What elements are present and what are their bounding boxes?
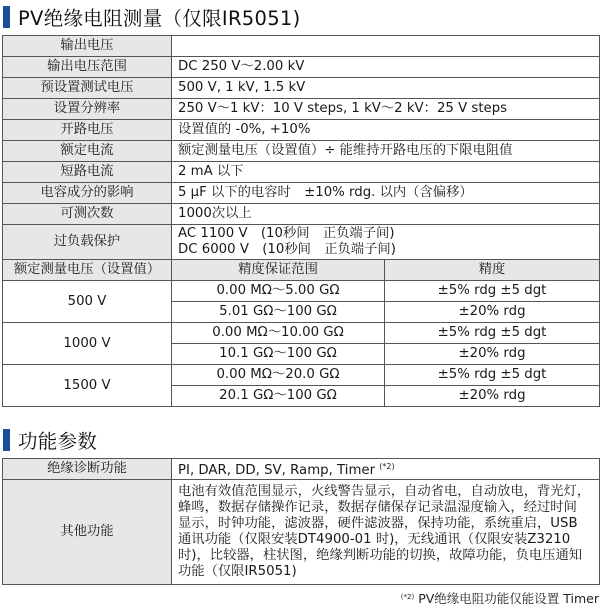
footnote-mark: (*2) (400, 593, 415, 601)
section-marker (3, 6, 10, 28)
accuracy-range: 5.01 GΩ～100 GΩ (172, 302, 385, 323)
accuracy-value: ±5% rdg ±5 dgt (385, 323, 600, 344)
table-row (3, 225, 600, 260)
spec-value-line: 1000次以上 (178, 206, 252, 221)
spec-label: 开路电压 (3, 120, 172, 141)
accuracy-value: ±5% rdg ±5 dgt (385, 365, 600, 386)
table-row (3, 365, 600, 386)
table-row (3, 120, 600, 141)
spec-value-line: 500 V, 1 kV, 1.5 kV (178, 80, 306, 95)
accuracy-value: ±5% rdg ±5 dgt (385, 281, 600, 302)
spec-value-line: 额定测量电压（设置值）÷ 能维持开路电压的下限电阻值 (178, 143, 513, 158)
section-marker (3, 429, 10, 451)
spec-label: 额定电流 (3, 141, 172, 162)
spec-label: 设置分辨率 (3, 99, 172, 120)
spec-label: 电容成分的影响 (3, 183, 172, 204)
section-title-text: PV绝缘电阻测量（仅限IR5051) (18, 7, 301, 30)
table-row (3, 57, 600, 78)
table-row (3, 36, 600, 57)
spec-value (172, 120, 600, 141)
accuracy-value: ±20% rdg (385, 386, 600, 407)
accuracy-range: 0.00 MΩ～10.00 GΩ (172, 323, 385, 344)
spec-value (172, 99, 600, 120)
spec-label: 过负载保护 (3, 225, 172, 260)
other-value (172, 480, 600, 585)
accuracy-range: 10.1 GΩ～100 GΩ (172, 344, 385, 365)
spec-value-line: AC 1100 V (10秒间 正负端子间) (178, 226, 395, 241)
table-row (3, 141, 600, 162)
table-row (3, 183, 600, 204)
other-function-line: 通讯功能（仅限安装DT4900-01 时)，无线通讯（仅限安装Z3210 (178, 532, 571, 547)
spec-value-line: 2 mA 以下 (178, 164, 244, 179)
spec-value-line: 设置值的 -0%, +10% (178, 122, 311, 137)
other-label: 其他功能 (3, 480, 172, 585)
function-table (2, 458, 600, 585)
spec-label: 可测次数 (3, 204, 172, 225)
rated-voltage: 1000 V (3, 323, 172, 365)
spec-value (172, 183, 600, 204)
output-voltage-header: 输出电压 (3, 36, 172, 57)
table-row (3, 281, 600, 302)
spec-value (172, 57, 600, 78)
table-row (3, 204, 600, 225)
spec-value (172, 78, 600, 99)
table-row (3, 323, 600, 344)
spec-value-line: 250 V～1 kV：10 V steps, 1 kV～2 kV：25 V steps (178, 101, 508, 116)
table-row (3, 480, 600, 585)
spec-value (172, 204, 600, 225)
section-title-functions (0, 426, 97, 454)
accuracy-header-voltage: 额定测量电压（设置值） (3, 260, 172, 281)
spec-label: 短路电流 (3, 162, 172, 183)
table-row (3, 162, 600, 183)
accuracy-header-range: 精度保证范围 (172, 260, 385, 281)
group-header-empty (172, 36, 600, 57)
section-title-pv (0, 3, 301, 31)
accuracy-value: ±20% rdg (385, 302, 600, 323)
rated-voltage: 500 V (3, 281, 172, 323)
table-row (3, 99, 600, 120)
table-row (3, 459, 600, 480)
other-function-line: 时)，比较器，柱状图，绝缘判断功能的切换，故障功能，负电压通知 (178, 548, 583, 563)
spec-value-line: 5 μF 以下的电容时 ±10% rdg. 以内（含偏移） (178, 185, 473, 200)
spec-value-line: DC 250 V～2.00 kV (178, 59, 305, 74)
footnote-text: PV绝缘电阻功能仅能设置 Timer (418, 591, 599, 606)
other-function-line: 显示，时钟功能，滤波器，硬件滤波器，保持功能，系统重启，USB (178, 516, 578, 531)
diag-value-cell (172, 459, 600, 480)
footnote (401, 589, 599, 607)
other-function-line: 功能（仅限IR5051) (178, 564, 297, 579)
accuracy-range: 0.00 MΩ～5.00 GΩ (172, 281, 385, 302)
diag-label: 绝缘诊断功能 (3, 459, 172, 480)
spec-label: 输出电压范围 (3, 57, 172, 78)
spec-label: 预设置测试电压 (3, 78, 172, 99)
diag-value: PI, DAR, DD, SV, Ramp, Timer (178, 463, 376, 478)
spec-value (172, 162, 600, 183)
table-row (3, 78, 600, 99)
spec-table (2, 35, 600, 407)
spec-value (172, 141, 600, 162)
accuracy-range: 0.00 MΩ～20.0 GΩ (172, 365, 385, 386)
spec-value-line: DC 6000 V (10秒间 正负端子间) (178, 242, 396, 257)
table-row (3, 260, 600, 281)
other-function-line: 蜂鸣，数据存储操作记录，数据存储保存记录温湿度输入，经过时间 (178, 500, 577, 515)
other-function-line: 电池有效值范围显示，火线警告显示，自动省电，自动放电，背光灯， (178, 484, 591, 499)
accuracy-range: 20.1 GΩ～100 GΩ (172, 386, 385, 407)
rated-voltage: 1500 V (3, 365, 172, 407)
section-title-text: 功能参数 (18, 430, 98, 453)
accuracy-header-accuracy: 精度 (385, 260, 600, 281)
accuracy-value: ±20% rdg (385, 344, 600, 365)
diag-note-mark: (*2) (379, 462, 395, 471)
spec-value (172, 225, 600, 260)
